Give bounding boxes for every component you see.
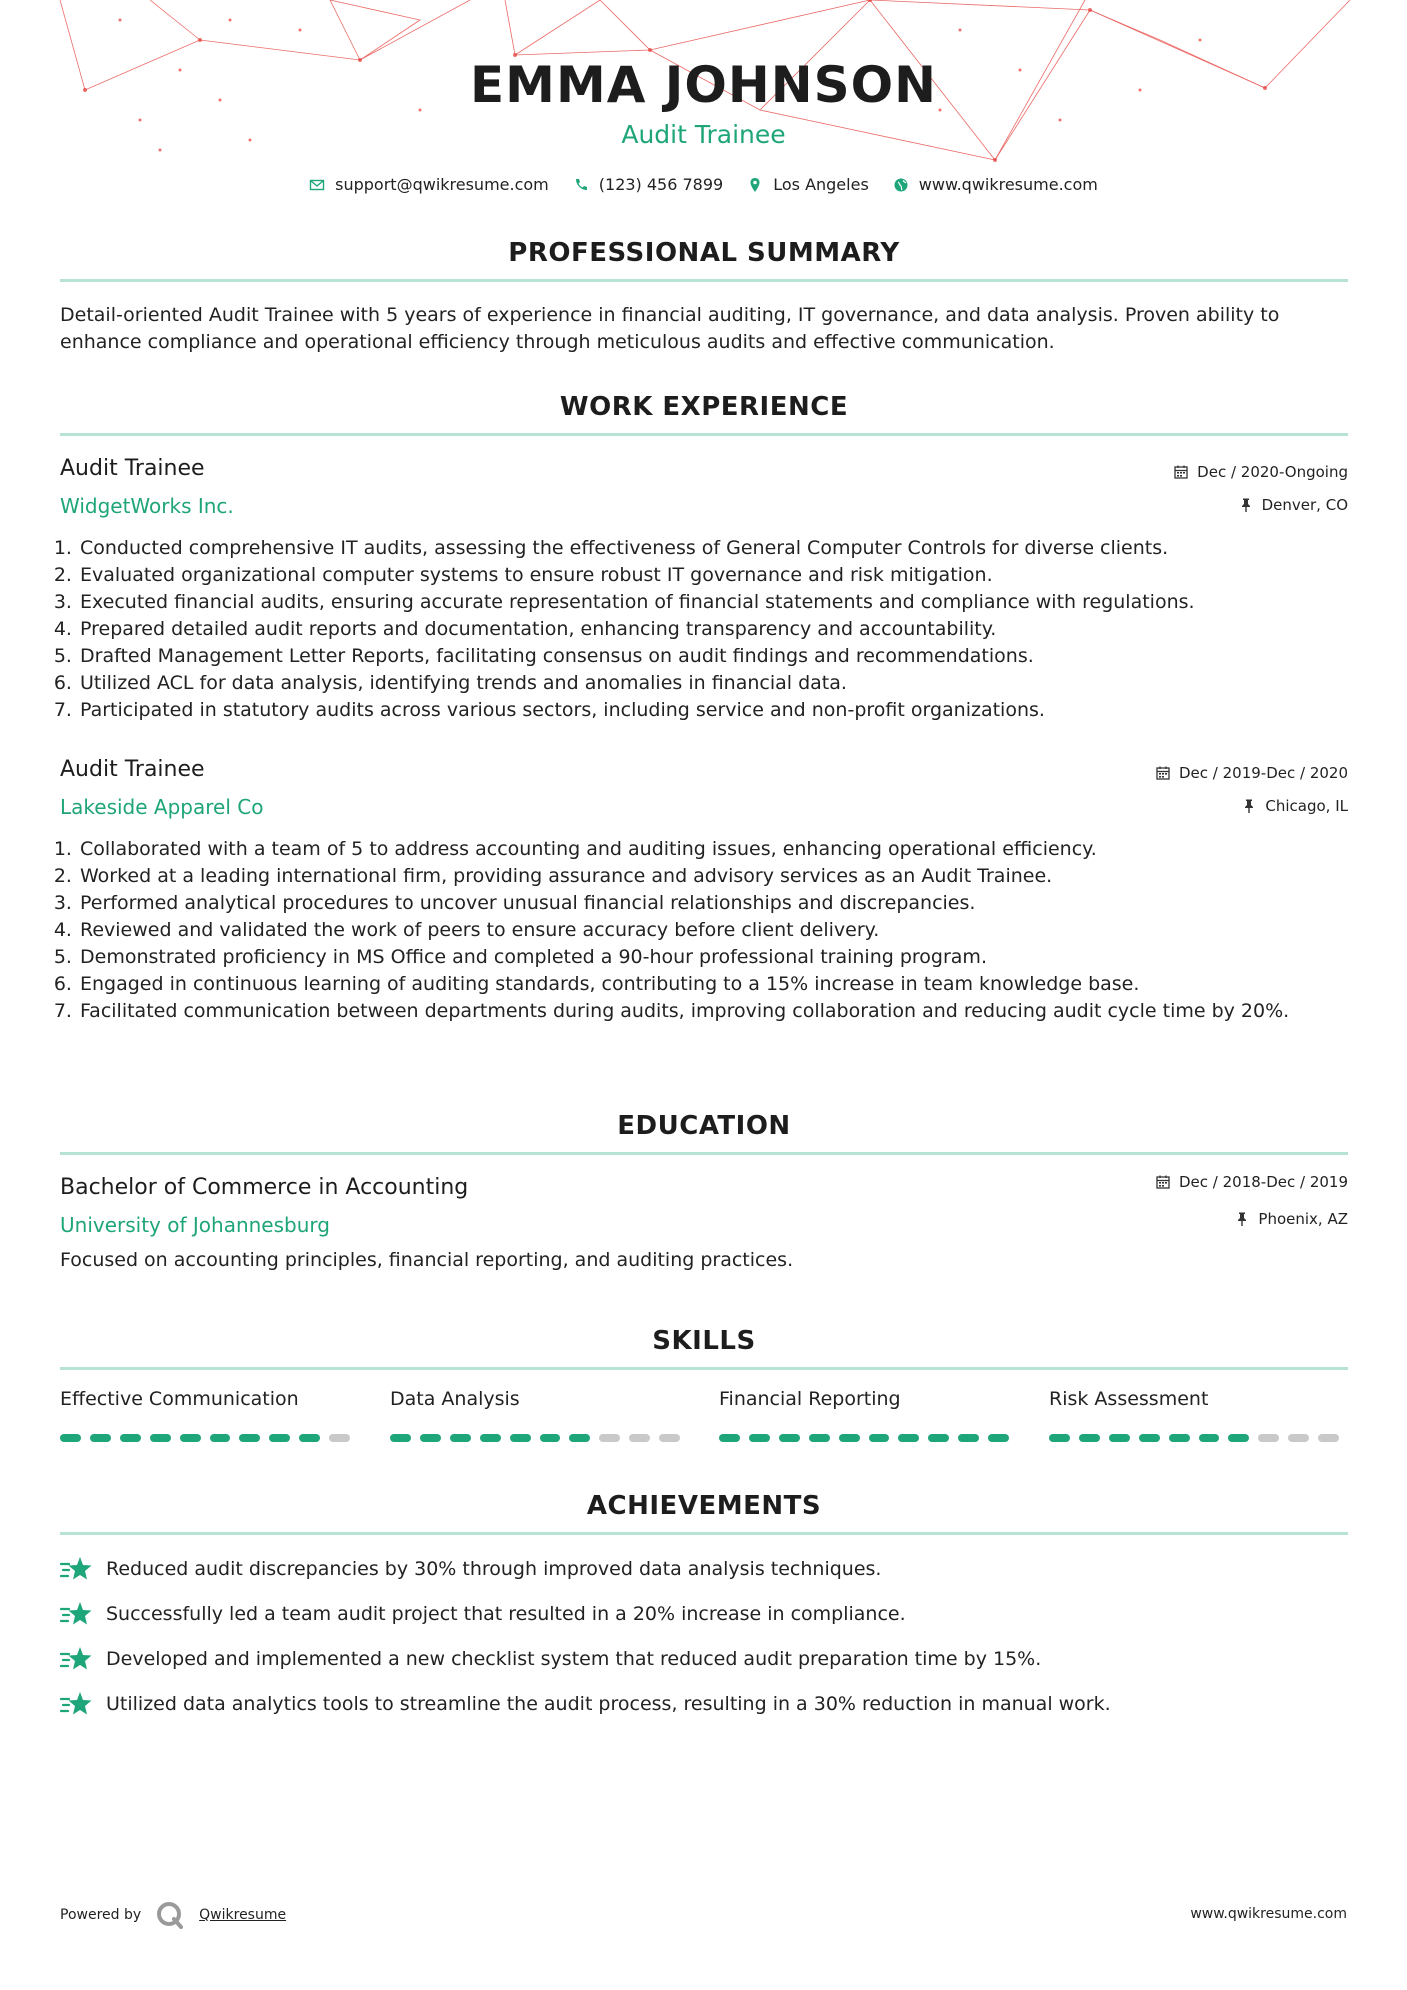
list-item: 2. Evaluated organizational computer systems to ensure robust IT governance and risk mitigation. xyxy=(78,562,1366,589)
job-location xyxy=(1241,797,1348,815)
skill-dot-filled xyxy=(1199,1434,1220,1442)
skill-dot-filled xyxy=(1049,1434,1070,1442)
skill-dot-empty xyxy=(659,1434,680,1442)
star-badge-icon xyxy=(60,1599,94,1629)
skill-dot-empty xyxy=(1318,1434,1339,1442)
contact-website-text: www.qwikresume.com xyxy=(918,175,1098,194)
skill-dot-filled xyxy=(1228,1434,1249,1442)
section-title-achievements: ACHIEVEMENTS xyxy=(586,1491,822,1521)
section-title-experience: WORK EXPERIENCE xyxy=(559,392,849,422)
skill-level-bar xyxy=(60,1434,350,1442)
skill-dot-filled xyxy=(420,1434,441,1442)
job-company: WidgetWorks Inc. xyxy=(60,494,234,518)
section-divider xyxy=(60,279,1348,282)
list-item: 1. Collaborated with a team of 5 to address accounting and auditing issues, enhancing operational efficiency. xyxy=(78,836,1366,863)
skill-name: Effective Communication xyxy=(60,1388,299,1410)
education-degree: Bachelor of Commerce in Accounting xyxy=(60,1175,469,1200)
mail-icon xyxy=(309,177,325,193)
section-divider xyxy=(60,1532,1348,1535)
candidate-role: Audit Trainee xyxy=(621,120,786,149)
skill-dot-filled xyxy=(299,1434,320,1442)
achievement-item xyxy=(60,1689,1111,1719)
skill-dot-filled xyxy=(569,1434,590,1442)
achievement-text: Developed and implemented a new checklist system that reduced audit preparation time by 15%. xyxy=(106,1648,1042,1670)
skill-dot-filled xyxy=(510,1434,531,1442)
qwikresume-logo-icon xyxy=(155,1900,185,1930)
skill-dot-filled xyxy=(958,1434,979,1442)
job-dates xyxy=(1155,764,1348,782)
skill-dot-filled xyxy=(809,1434,830,1442)
section-title-summary: PROFESSIONAL SUMMARY xyxy=(508,238,900,268)
skill-dot-filled xyxy=(269,1434,290,1442)
skill-level-bar xyxy=(719,1434,1009,1442)
list-item: 7. Participated in statutory audits across various sectors, including service and non-profit organizations. xyxy=(78,697,1366,724)
skill-name: Risk Assessment xyxy=(1049,1388,1209,1410)
skill-dot-filled xyxy=(180,1434,201,1442)
pushpin-icon xyxy=(1241,798,1257,814)
section-title-skills: SKILLS xyxy=(652,1326,756,1356)
skill-name: Data Analysis xyxy=(390,1388,520,1410)
footer-powered-by xyxy=(60,1900,286,1930)
calendar-icon xyxy=(1155,765,1171,781)
education-dates xyxy=(1155,1173,1348,1191)
skill-dot-filled xyxy=(390,1434,411,1442)
list-item: 6. Engaged in continuous learning of auditing standards, contributing to a 15% increase in team knowledge base. xyxy=(78,971,1366,998)
skill-dot-empty xyxy=(1258,1434,1279,1442)
job-dates xyxy=(1173,463,1348,481)
skill-name: Financial Reporting xyxy=(719,1388,901,1410)
skill-dot-filled xyxy=(120,1434,141,1442)
education-school: University of Johannesburg xyxy=(60,1213,330,1237)
section-title-education: EDUCATION xyxy=(617,1111,791,1141)
achievement-item xyxy=(60,1599,906,1629)
list-item: 3. Executed financial audits, ensuring accurate representation of financial statements and compliance with regulations. xyxy=(78,589,1366,616)
list-item: 2. Worked at a leading international firm, providing assurance and advisory services as an Audit Trainee. xyxy=(78,863,1366,890)
job-location xyxy=(1238,496,1348,514)
calendar-icon xyxy=(1173,464,1189,480)
job-bullets xyxy=(60,535,1366,724)
skill-item xyxy=(60,1388,350,1442)
skill-dot-filled xyxy=(239,1434,260,1442)
skill-dot-filled xyxy=(90,1434,111,1442)
summary-text: Detail-oriented Audit Trainee with 5 years of experience in financial auditing, IT governance, and data analysis. Proven ability to enhance compliance and operational efficiency through meticulous audits and effective communication. xyxy=(60,304,1280,353)
skill-dot-filled xyxy=(150,1434,171,1442)
skill-dot-filled xyxy=(719,1434,740,1442)
skill-dot-filled xyxy=(1079,1434,1100,1442)
skill-item xyxy=(719,1388,1009,1442)
skill-dot-empty xyxy=(329,1434,350,1442)
education-description: Focused on accounting principles, financial reporting, and auditing practices. xyxy=(60,1249,794,1271)
achievement-item xyxy=(60,1644,1041,1674)
contact-email-text: support@qwikresume.com xyxy=(335,175,549,194)
education-location xyxy=(1234,1210,1348,1228)
skill-dot-filled xyxy=(540,1434,561,1442)
skill-dot-filled xyxy=(1109,1434,1130,1442)
skill-dot-filled xyxy=(898,1434,919,1442)
skill-level-bar xyxy=(390,1434,680,1442)
skill-level-bar xyxy=(1049,1434,1339,1442)
location-pin-icon xyxy=(747,177,763,193)
skill-item xyxy=(390,1388,680,1442)
job-dates-text: Dec / 2020-Ongoing xyxy=(1197,463,1348,481)
qwikresume-link[interactable]: Qwikresume xyxy=(199,1907,287,1923)
pushpin-icon xyxy=(1234,1211,1250,1227)
skill-dot-filled xyxy=(210,1434,231,1442)
skill-dot-filled xyxy=(928,1434,949,1442)
skill-dot-empty xyxy=(1288,1434,1309,1442)
job-location-text: Denver, CO xyxy=(1261,496,1348,514)
contact-location xyxy=(747,175,869,194)
star-badge-icon xyxy=(60,1644,94,1674)
education-dates-text: Dec / 2018-Dec / 2019 xyxy=(1179,1173,1348,1191)
contact-bar xyxy=(0,175,1407,194)
achievement-text: Utilized data analytics tools to streamline the audit process, resulting in a 30% reduction in manual work. xyxy=(106,1693,1111,1715)
job-company: Lakeside Apparel Co xyxy=(60,795,264,819)
contact-email[interactable] xyxy=(309,175,549,194)
contact-phone-text: (123) 456 7899 xyxy=(598,175,724,194)
section-divider xyxy=(60,433,1348,436)
skill-dot-filled xyxy=(988,1434,1009,1442)
list-item: 3. Performed analytical procedures to uncover unusual financial relationships and discrepancies. xyxy=(78,890,1366,917)
header-decoration xyxy=(0,0,1407,230)
calendar-icon xyxy=(1155,1174,1171,1190)
job-bullets xyxy=(60,836,1366,1025)
skill-dot-filled xyxy=(480,1434,501,1442)
job-dates-text: Dec / 2019-Dec / 2020 xyxy=(1179,764,1348,782)
skill-dot-filled xyxy=(749,1434,770,1442)
globe-icon xyxy=(893,177,909,193)
job-location-text: Chicago, IL xyxy=(1265,797,1348,815)
star-badge-icon xyxy=(60,1554,94,1584)
skill-item xyxy=(1049,1388,1339,1442)
skill-dot-filled xyxy=(1169,1434,1190,1442)
powered-by-label: Powered by xyxy=(60,1907,142,1923)
job-title: Audit Trainee xyxy=(60,757,205,782)
list-item: 4. Reviewed and validated the work of peers to ensure accuracy before client delivery. xyxy=(78,917,1366,944)
skill-dot-filled xyxy=(869,1434,890,1442)
skill-dot-empty xyxy=(599,1434,620,1442)
skill-dot-filled xyxy=(1139,1434,1160,1442)
skill-dot-filled xyxy=(779,1434,800,1442)
phone-icon xyxy=(573,177,589,193)
skill-dot-empty xyxy=(629,1434,650,1442)
job-title: Audit Trainee xyxy=(60,456,205,481)
contact-phone[interactable] xyxy=(573,175,723,194)
skill-dot-filled xyxy=(839,1434,860,1442)
skill-dot-filled xyxy=(450,1434,471,1442)
achievement-text: Reduced audit discrepancies by 30% through improved data analysis techniques. xyxy=(106,1558,882,1580)
achievement-item xyxy=(60,1554,881,1584)
list-item: 1. Conducted comprehensive IT audits, assessing the effectiveness of General Computer Controls for diverse clients. xyxy=(78,535,1366,562)
list-item: 6. Utilized ACL for data analysis, identifying trends and anomalies in financial data. xyxy=(78,670,1366,697)
skill-dot-filled xyxy=(60,1434,81,1442)
list-item: 4. Prepared detailed audit reports and documentation, enhancing transparency and accountability. xyxy=(78,616,1366,643)
pushpin-icon xyxy=(1238,497,1254,513)
candidate-name: EMMA JOHNSON xyxy=(470,56,937,114)
section-divider xyxy=(60,1367,1348,1370)
list-item: 5. Demonstrated proficiency in MS Office and completed a 90-hour professional training program. xyxy=(78,944,1366,971)
star-badge-icon xyxy=(60,1689,94,1719)
section-divider xyxy=(60,1152,1348,1155)
education-location-text: Phoenix, AZ xyxy=(1258,1210,1348,1228)
achievement-text: Successfully led a team audit project that resulted in a 20% increase in compliance. xyxy=(106,1603,906,1625)
contact-website[interactable] xyxy=(893,175,1098,194)
list-item: 7. Facilitated communication between departments during audits, improving collaboration and reducing audit cycle time by 20%. xyxy=(78,998,1366,1025)
footer-website[interactable]: www.qwikresume.com xyxy=(1190,1906,1347,1922)
list-item: 5. Drafted Management Letter Reports, facilitating consensus on audit findings and recommendations. xyxy=(78,643,1366,670)
contact-location-text: Los Angeles xyxy=(773,175,869,194)
